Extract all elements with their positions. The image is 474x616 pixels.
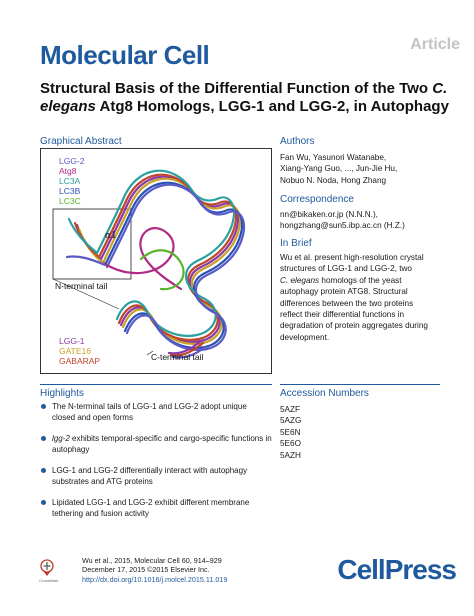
accession-item[interactable]: 5E6O [280,439,301,449]
title-italic: C. elegans [40,80,448,115]
accession-item[interactable]: 5AZF [280,405,301,414]
in-brief-line-6: reflect their differential functions in [280,310,405,320]
doi-link[interactable]: http://dx.doi.org/10.1016/j.molcel.2015.11.019 [82,574,228,584]
correspondence-heading: Correspondence [280,194,354,205]
accession-item[interactable]: 5E6N [280,427,301,437]
n-terminal-tail-label: N-terminal tail [55,281,108,291]
highlights-divider [40,384,272,385]
highlight-4-text: Lipidated LGG-1 and LGG-2 exhibit different membrane tethering and fusion activity [52,498,250,518]
highlight-1-text: The N-terminal tails of LGG-1 and LGG-2 adopt unique closed and open forms [52,402,247,422]
legend-lc3b [59,186,80,196]
in-brief-text [280,252,428,343]
title-part1: Structural Basis of the Differential Function of the Two [40,80,433,97]
highlights-heading: Highlights [40,388,84,399]
highlight-item-2 [40,433,272,455]
citation-line-2: December 17, 2015 ©2015 Elsevier Inc. [82,565,210,575]
legend-lc3c-label: LC3C [59,196,81,206]
legend-lc3a [59,176,80,186]
authors-line-2: Xiang-Yang Guo, ..., Jun-Jie Hu, [280,164,398,174]
in-brief-italic: C. elegans [280,275,320,285]
highlight-item-3 [40,465,272,487]
highlight-3-text: LGG-1 and LGG-2 differentially interact with autophagy substrates and ATG proteins [52,466,248,486]
crossmark-icon[interactable] [40,559,54,577]
title-part2: Atg8 Homologs, LGG-1 and LGG-2, in Autophagy [95,98,449,115]
graphical-abstract-heading: Graphical Abstract [40,136,122,147]
in-brief-line-1: Wu et al. present high-resolution crystal [280,253,424,262]
accession-item[interactable]: 5AZG [280,416,302,426]
alpha1-label: α1 [105,231,117,241]
authors-heading: Authors [280,136,315,147]
legend-lc3c [59,196,81,206]
legend-atg8-label: Atg8 [59,166,77,176]
legend-gabarap-label: GABARAP [59,356,101,366]
in-brief-line-2: structures of LGG-1 and LGG-2, two [280,264,412,274]
legend-gate16 [59,346,91,356]
article-title [40,80,460,116]
in-brief-line-8: development. [280,332,330,342]
accession-item[interactable]: 5AZH [280,450,301,460]
crossmark-label: CrossMark [39,578,59,583]
highlight-2-italic: lgg-2 [52,434,70,443]
accession-divider [280,384,440,385]
correspondence-list [280,209,405,232]
authors-list [280,152,397,186]
highlights-list [40,401,272,529]
in-brief-line-4: autophagy protein ATG8. Structural [280,287,408,297]
legend-lc3a-label: LC3A [59,176,81,186]
legend-gate16-label: GATE16 [59,346,91,356]
citation-line-1: Wu et al., 2015, Molecular Cell 60, 914–929 [82,556,222,565]
bullet-icon [41,404,46,409]
legend-lgg1 [59,336,85,346]
legend-lgg2 [59,156,85,166]
highlight-item-4 [40,497,272,519]
legend-lc3b-label: LC3B [59,186,81,196]
ribbon-overlay [67,171,244,358]
graphical-abstract-figure [40,148,272,374]
accession-list [280,404,301,461]
legend-atg8 [59,166,77,176]
accession-heading: Accession Numbers [280,388,369,399]
authors-line-1: Fan Wu, Yasunori Watanabe, [280,153,387,162]
correspondence-line-2[interactable]: hongzhang@sun5.ibp.ac.cn (H.Z.) [280,221,405,231]
in-brief-heading: In Brief [280,238,312,249]
legend-lgg2-label: LGG-2 [59,156,85,166]
legend-gabarap [59,356,100,366]
highlight-item-1 [40,401,272,423]
bullet-icon [41,468,46,473]
highlight-2-text: exhibits temporal-specific and cargo-specific functions in autophagy [52,434,272,454]
legend-lgg1-label: LGG-1 [59,336,85,346]
authors-line-3: Nobuo N. Noda, Hong Zhang [280,175,387,185]
journal-name: Molecular Cell [40,40,210,70]
in-brief-line-5: differences between the two proteins [280,298,414,308]
correspondence-line-1[interactable]: nn@bikaken.or.jp (N.N.N.), [280,210,378,219]
article-type-tag: Article [410,36,460,53]
in-brief-line-3 [280,275,428,286]
in-brief-line-3-rest: homologs of the yeast [319,275,402,285]
cellpress-logo: CellPress [337,554,456,585]
bullet-icon [41,500,46,505]
citation-block [82,556,227,584]
c-terminal-tail-label: C-terminal tail [151,352,204,362]
in-brief-line-7: degradation of protein aggregates during [280,321,428,331]
bullet-icon [41,436,46,441]
